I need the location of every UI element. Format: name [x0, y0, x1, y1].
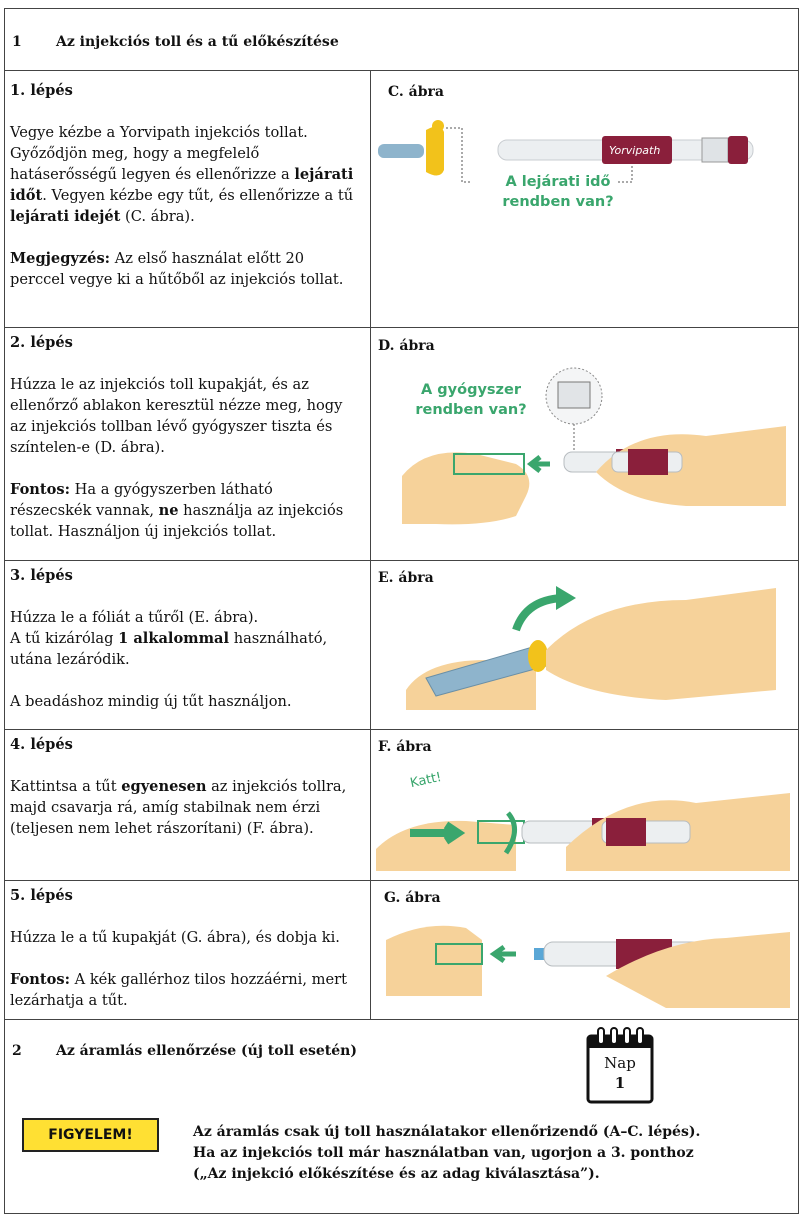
step-paragraph: A beadáshoz mindig új tűt használjon. — [10, 693, 292, 710]
emphasis: 1 alkalommal — [118, 630, 230, 647]
needle-cap-removal-illustration — [366, 880, 794, 1010]
foil-removal-illustration — [366, 560, 794, 720]
step-paragraph: Vegye kézbe a Yorvipath injekciós tollat. Győződjön meg, hogy a megfelelő hatáserősségű legyen és ellenőrizze a lejárati időt. Vegyen kézbe egy tűt, és ellenőrizze a tű lejárati idejét (C. ábra). — [10, 124, 354, 225]
expiry-callout: A lejárati idő rendben van? — [502, 174, 614, 210]
step-paragraph: Kattintsa a tűt egyenesen az injekciós tollra, majd csavarja rá, amíg stabilnak nem érzi (teljesen nem lehet rászorítani) (F. ábra). — [10, 778, 347, 837]
pen-brand-text: Yorvipath — [609, 144, 661, 157]
step-title: 5. lépés — [10, 887, 73, 904]
emphasis: lejárati idejét — [10, 208, 121, 225]
emphasis: Megjegyzés: — [10, 250, 111, 267]
figure-d — [366, 326, 794, 551]
step-2-text — [10, 332, 356, 563]
figure-e-label: E. ábra — [378, 570, 434, 586]
warning-text: Az áramlás csak új toll használatakor ellenőrizendő (A–C. lépés). Ha az injekciós toll már használatban van, ugorjon a 3. ponthoz („Az injekció előkészítése és az adag kiválasztása”). — [193, 1124, 701, 1182]
section-2-heading: 2 Az áramlás ellenőrzése (új toll esetén) — [12, 1043, 357, 1059]
figure-c — [366, 70, 794, 327]
figure-f-label: F. ábra — [378, 739, 432, 755]
step-title: 4. lépés — [10, 736, 73, 753]
figure-d-label: D. ábra — [378, 338, 435, 354]
emphasis: Fontos: — [10, 481, 70, 498]
needle-cap-illustration — [426, 126, 444, 175]
cap-removal-illustration — [366, 326, 794, 551]
step-4-text — [10, 734, 356, 860]
step-3-text — [10, 565, 356, 733]
step-paragraph: Húzza le az injekciós toll kupakját, és az ellenőrző ablakon keresztül nézze meg, hogy az injekciós tollban lévő gyógyszer tiszta és színtelen-e (D. ábra). — [10, 376, 343, 456]
blue-collar-illustration — [534, 948, 544, 960]
figure-f — [366, 729, 794, 871]
right-hand-illustration — [546, 588, 776, 700]
left-hand-illustration — [402, 452, 529, 524]
medicine-callout: A gyógyszer rendben van? — [415, 382, 527, 418]
step-paragraph: Húzza le a tű kupakját (G. ábra), és dobja ki. — [10, 929, 340, 946]
calendar-label: Nap — [604, 1054, 636, 1072]
pull-arrow-icon — [531, 457, 550, 471]
figure-e — [366, 560, 794, 720]
emphasis: egyenesen — [121, 778, 207, 795]
figure-g — [366, 880, 794, 1010]
step-paragraph: Fontos: A kék gallérhoz tilos hozzáérni, mert lezárhatja a tűt. — [10, 971, 347, 1009]
calendar-day: 1 — [614, 1074, 626, 1092]
step-1-text — [10, 80, 356, 311]
needle-attach-illustration — [366, 729, 794, 871]
step-title: 2. lépés — [10, 334, 73, 351]
step-title: 1. lépés — [10, 82, 73, 99]
step-paragraph: Megjegyzés: Az első használat előtt 20 perccel vegye ki a hűtőből az injekciós tollat. — [10, 250, 344, 288]
section-1-heading: 1 Az injekciós toll és a tű előkészítése — [12, 34, 339, 50]
figure-g-label: G. ábra — [384, 890, 441, 906]
emphasis: lejárati időt — [10, 166, 354, 204]
katt-label: Katt! — [408, 769, 443, 792]
step-paragraph: Fontos: Ha a gyógyszerben látható részecskék vannak, ne használja az injekciós tollat. Használjon új injekciós tollat. — [10, 481, 344, 540]
pull-arrow-icon — [494, 947, 516, 961]
emphasis: ne — [158, 502, 179, 519]
figure-c-label: C. ábra — [388, 84, 444, 100]
step-paragraph: Húzza le a fóliát a tűről (E. ábra). A tű kizárólag 1 alkalommal használható, utána lezáródik. — [10, 609, 328, 668]
step-title: 3. lépés — [10, 567, 73, 584]
emphasis: Fontos: — [10, 971, 70, 988]
calendar-icon — [584, 1026, 656, 1104]
peel-arrow-icon — [516, 598, 562, 630]
foil-illustration — [528, 640, 548, 672]
warning-badge: FIGYELEM! — [22, 1118, 159, 1152]
left-hand-illustration — [386, 926, 482, 996]
step-5-text — [10, 885, 356, 1032]
needle-illustration — [378, 144, 424, 158]
